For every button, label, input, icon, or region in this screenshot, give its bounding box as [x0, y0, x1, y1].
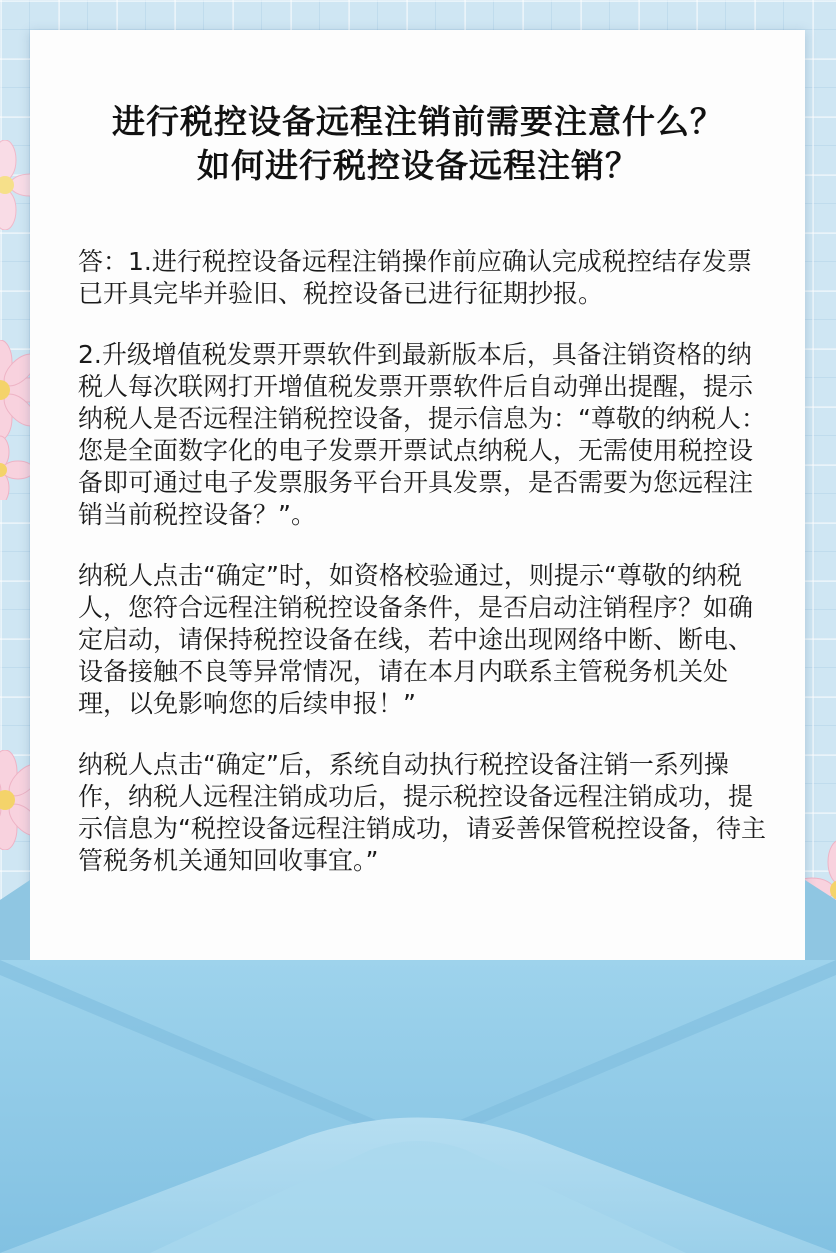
answer-body: [78, 246, 768, 906]
title-line-1: 进行税控设备远程注销前需要注意什么？: [112, 102, 724, 141]
paragraph-3: 纳税人点击“确定”时，如资格校验通过，则提示“尊敬的纳税人，您符合远程注销税控设备条件，是否启动注销程序？如确定启动，请保持税控设备在线，若中途出现网络中断、断电、设备接触不良等异常情况，请在本月内联系主管税务机关处理，以免影响您的后续申报！”: [78, 561, 754, 718]
paragraph-1: 答：1.进行税控设备远程注销操作前应确认完成税控结存发票已开具完毕并验旧、税控设备已进行征期抄报。: [78, 247, 752, 308]
paragraph-2: 2.升级增值税发票开票软件到最新版本后，具备注销资格的纳税人每次联网打开增值税发票开票软件后自动弹出提醒，提示纳税人是否远程注销税控设备，提示信息为：“尊敬的纳税人：您是全面数字化的电子发票开票试点纳税人，无需使用税控设备即可通过电子发票服务平台开具发票，是否需要为您远程注销当前税控设备？”。: [78, 340, 766, 529]
title-line-2: 如何进行税控设备远程注销？: [197, 146, 639, 185]
page-title: [0, 100, 836, 188]
paragraph-4: 纳税人点击“确定”后，系统自动执行税控设备注销一系列操作，纳税人远程注销成功后，提示税控设备远程注销成功，提示信息为“税控设备远程注销成功，请妥善保管税控设备，待主管税务机关通知回收事宜。”: [78, 750, 766, 875]
